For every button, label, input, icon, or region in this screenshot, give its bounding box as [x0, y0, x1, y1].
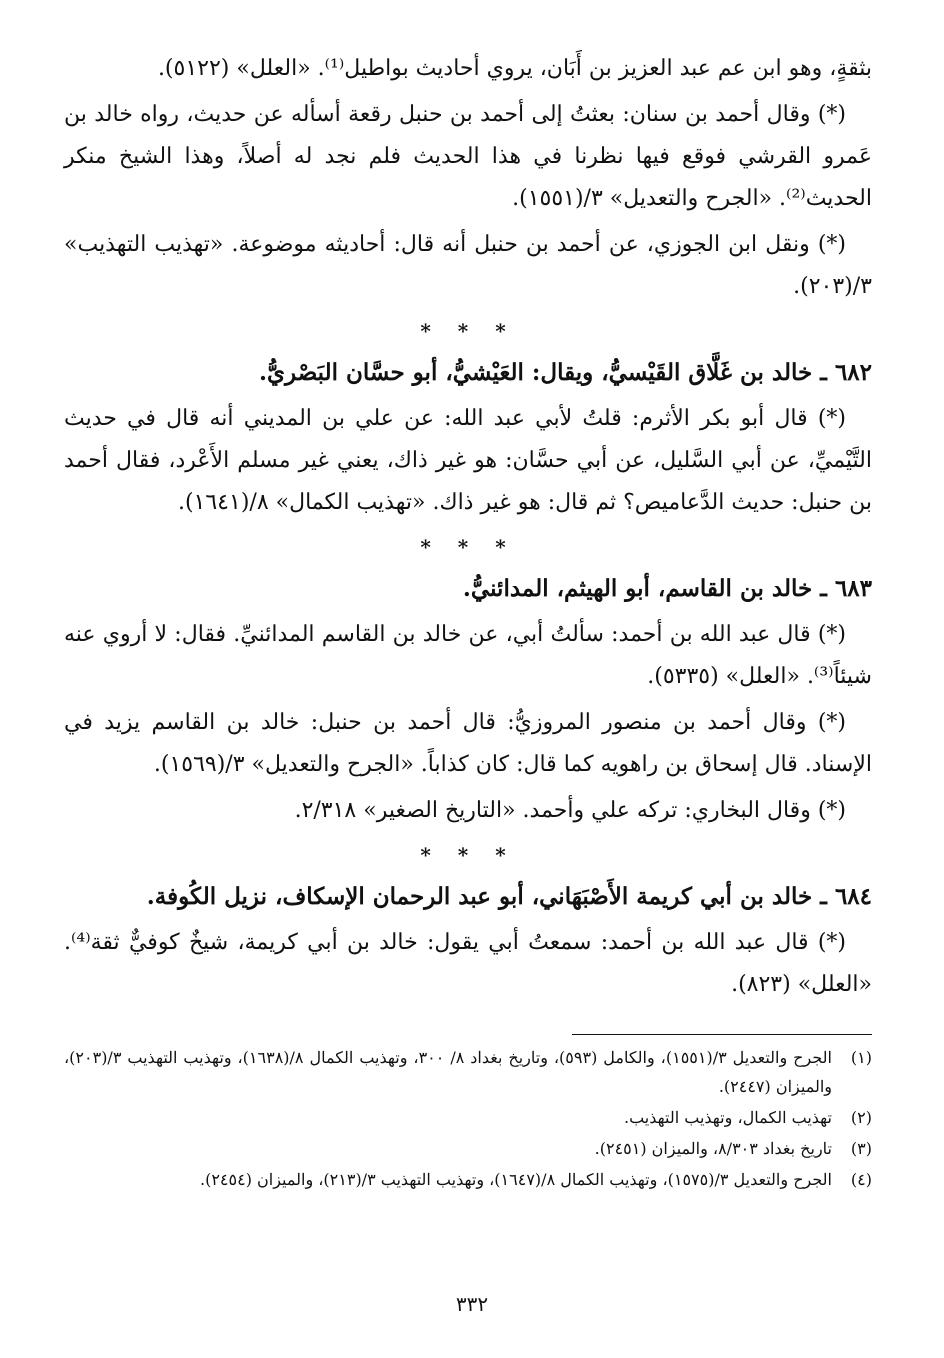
footnote — [64, 1043, 872, 1101]
footnote-text: تاريخ بغداد ٨/٣٠٣، والميزان (٢٤٥١). — [594, 1139, 832, 1158]
footnote-number: (٣) — [850, 1139, 872, 1158]
section-separator: * * * — [420, 319, 516, 343]
footnote — [64, 1103, 872, 1132]
footnote — [64, 1165, 872, 1194]
paragraph-quote: (*) ونقل ابن الجوزي، عن أحمد بن حنبل أنه قال: أحاديثه موضوعة. «تهذيب التهذيب» ٣/(٢٠٣). — [64, 232, 872, 299]
entry-heading-684: ٦٨٤ ـ خالد بن أبي كريمة الأَصْبَهَاني، أبو عبد الرحمان الإسكاف، نزيل الكُوفة. — [146, 883, 872, 910]
footnote-text: تهذيب الكمال، وتهذيب التهذيب. — [623, 1108, 832, 1127]
paragraph-quote: (*) وقال البخاري: تركه علي وأحمد. «التاريخ الصغير» ٢/٣١٨. — [294, 798, 846, 823]
paragraph-quote: (*) وقال أحمد بن سنان: بعثتُ إلى أحمد بن حنبل رقعة أسأله عن حديث، رواه خالد بن عَمرو القرشي فوقع فيها نظرنا في هذا الحديث فلم نجد له أصلاً، وهذا الشيخ منكر الحديث⁽²⁾. «الجرح والتعديل» ٣/(١٥٥١). — [64, 102, 872, 211]
footnote-number: (٢) — [850, 1108, 872, 1127]
paragraph-quote: (*) قال أبو بكر الأثرم: قلتُ لأبي عبد الله: عن علي بن المديني أنه قال في حديث التَّيْميِّ، عن أبي السَّليل، عن أبي حسَّان: هو غير ذاك، يعني غير مسلم الأَعْرد، فقال أحمد بن حنبل: حديث الدَّعاميص؟ ثم قال: هو غير ذاك. «تهذيب الكمال» ٨/(١٦٤١). — [64, 406, 872, 515]
footnote-text: الجرح والتعديل ٣/(١٥٥١)، والكامل (٥٩٣)، وتاريخ بغداد ٨/ ٣٠٠، وتهذيب الكمال ٨/(١٦٣٨)، وتهذيب التهذيب ٣/(٢٠٣)، والميزان (٢٤٤٧). — [64, 1048, 832, 1096]
footnote — [64, 1134, 872, 1163]
paragraph-quote: (*) قال عبد الله بن أحمد: سألتُ أبي، عن خالد بن القاسم المدائنيِّ. فقال: لا أروي عنه شيئاً⁽³⁾. «العلل» (٥٣٣٥). — [64, 622, 872, 689]
book-page — [64, 48, 872, 1358]
section-separator: * * * — [420, 843, 516, 867]
section-separator: * * * — [420, 535, 516, 559]
footnote-divider — [572, 1034, 872, 1035]
footnote-number: (١) — [850, 1048, 872, 1067]
page-number: ٣٣٢ — [455, 1292, 489, 1316]
footnote-number: (٤) — [850, 1170, 872, 1189]
paragraph-quote: (*) وقال أحمد بن منصور المروزيُّ: قال أحمد بن حنبل: خالد بن القاسم يزيد في الإسناد. قال إسحاق بن راهويه كما قال: كان كذاباً. «الجرح والتعديل» ٣/(١٥٦٩). — [64, 710, 872, 777]
footnote-text: الجرح والتعديل ٣/(١٥٧٥)، وتهذيب الكمال ٨/(١٦٤٧)، وتهذيب التهذيب ٣/(٢١٣)، والميزان (٢٤٥٤). — [199, 1170, 832, 1189]
entry-heading-683: ٦٨٣ ـ خالد بن القاسم، أبو الهيثم، المدائنيُّ. — [462, 575, 872, 602]
entry-heading-682: ٦٨٢ ـ خالد بن غَلَّاق القَيْسيُّ، ويقال: العَيْشيُّ، أبو حسَّان البَصْريُّ. — [259, 359, 872, 386]
paragraph-continuation: بثقةٍ، وهو ابن عم عبد العزيز بن أَبَان، يروي أحاديث بواطيل⁽¹⁾. «العلل» (٥١٢٢). — [157, 56, 872, 81]
paragraph-quote: (*) قال عبد الله بن أحمد: سمعتُ أبي يقول: خالد بن أبي كريمة، شيخٌ كوفيٌّ ثقة⁽⁴⁾. «العلل» (٨٢٣). — [64, 930, 872, 997]
